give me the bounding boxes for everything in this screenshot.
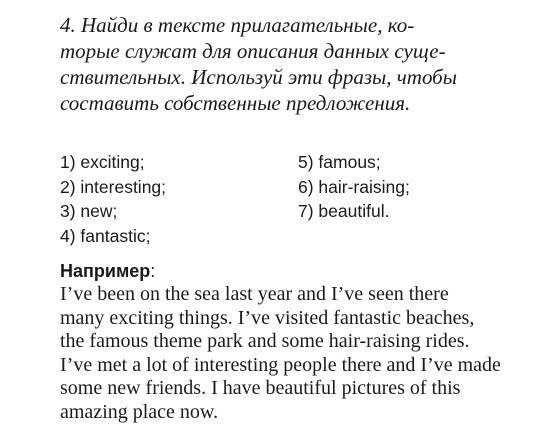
example-line: I’ve met a lot of interesting people there and I’ve made <box>60 353 501 376</box>
adjective-item: 7) beautiful. <box>298 201 390 221</box>
adjective-column-left <box>60 150 166 248</box>
adjective-item: 4) fantastic; <box>60 225 151 246</box>
example-line: some new friends. I have beautiful pictures of this <box>60 377 461 399</box>
task-line: торые служат для описания данных суще- <box>60 39 446 63</box>
example-heading <box>60 260 532 282</box>
task-line: 4. Найди в тексте прилагательные, ко- <box>60 13 415 37</box>
adjective-item: 5) famous; <box>298 152 381 172</box>
example-paragraph <box>60 283 532 424</box>
task-line: составить собственные предложения. <box>60 91 411 115</box>
example-line: the famous theme park and some hair-raising rides. <box>60 330 470 352</box>
adjective-column-right <box>298 150 410 224</box>
example-heading-colon: : <box>150 261 156 281</box>
example-line: I’ve been on the sea last year and I’ve seen there <box>60 283 449 305</box>
example-line: many exciting things. I’ve visited fantastic beaches, <box>60 306 475 329</box>
task-line: ствительных. Используй эти фразы, чтобы <box>60 65 457 89</box>
adjective-item: 2) interesting; <box>60 176 167 197</box>
textbook-page <box>60 12 532 424</box>
adjective-item: 1) exciting; <box>60 152 145 172</box>
example-heading-label: Например <box>60 261 151 281</box>
task-instruction <box>60 12 532 116</box>
example-line: amazing place now. <box>60 400 219 423</box>
adjective-list <box>60 150 532 250</box>
adjective-item: 3) new; <box>60 201 118 221</box>
adjective-item: 6) hair-raising; <box>298 176 410 197</box>
